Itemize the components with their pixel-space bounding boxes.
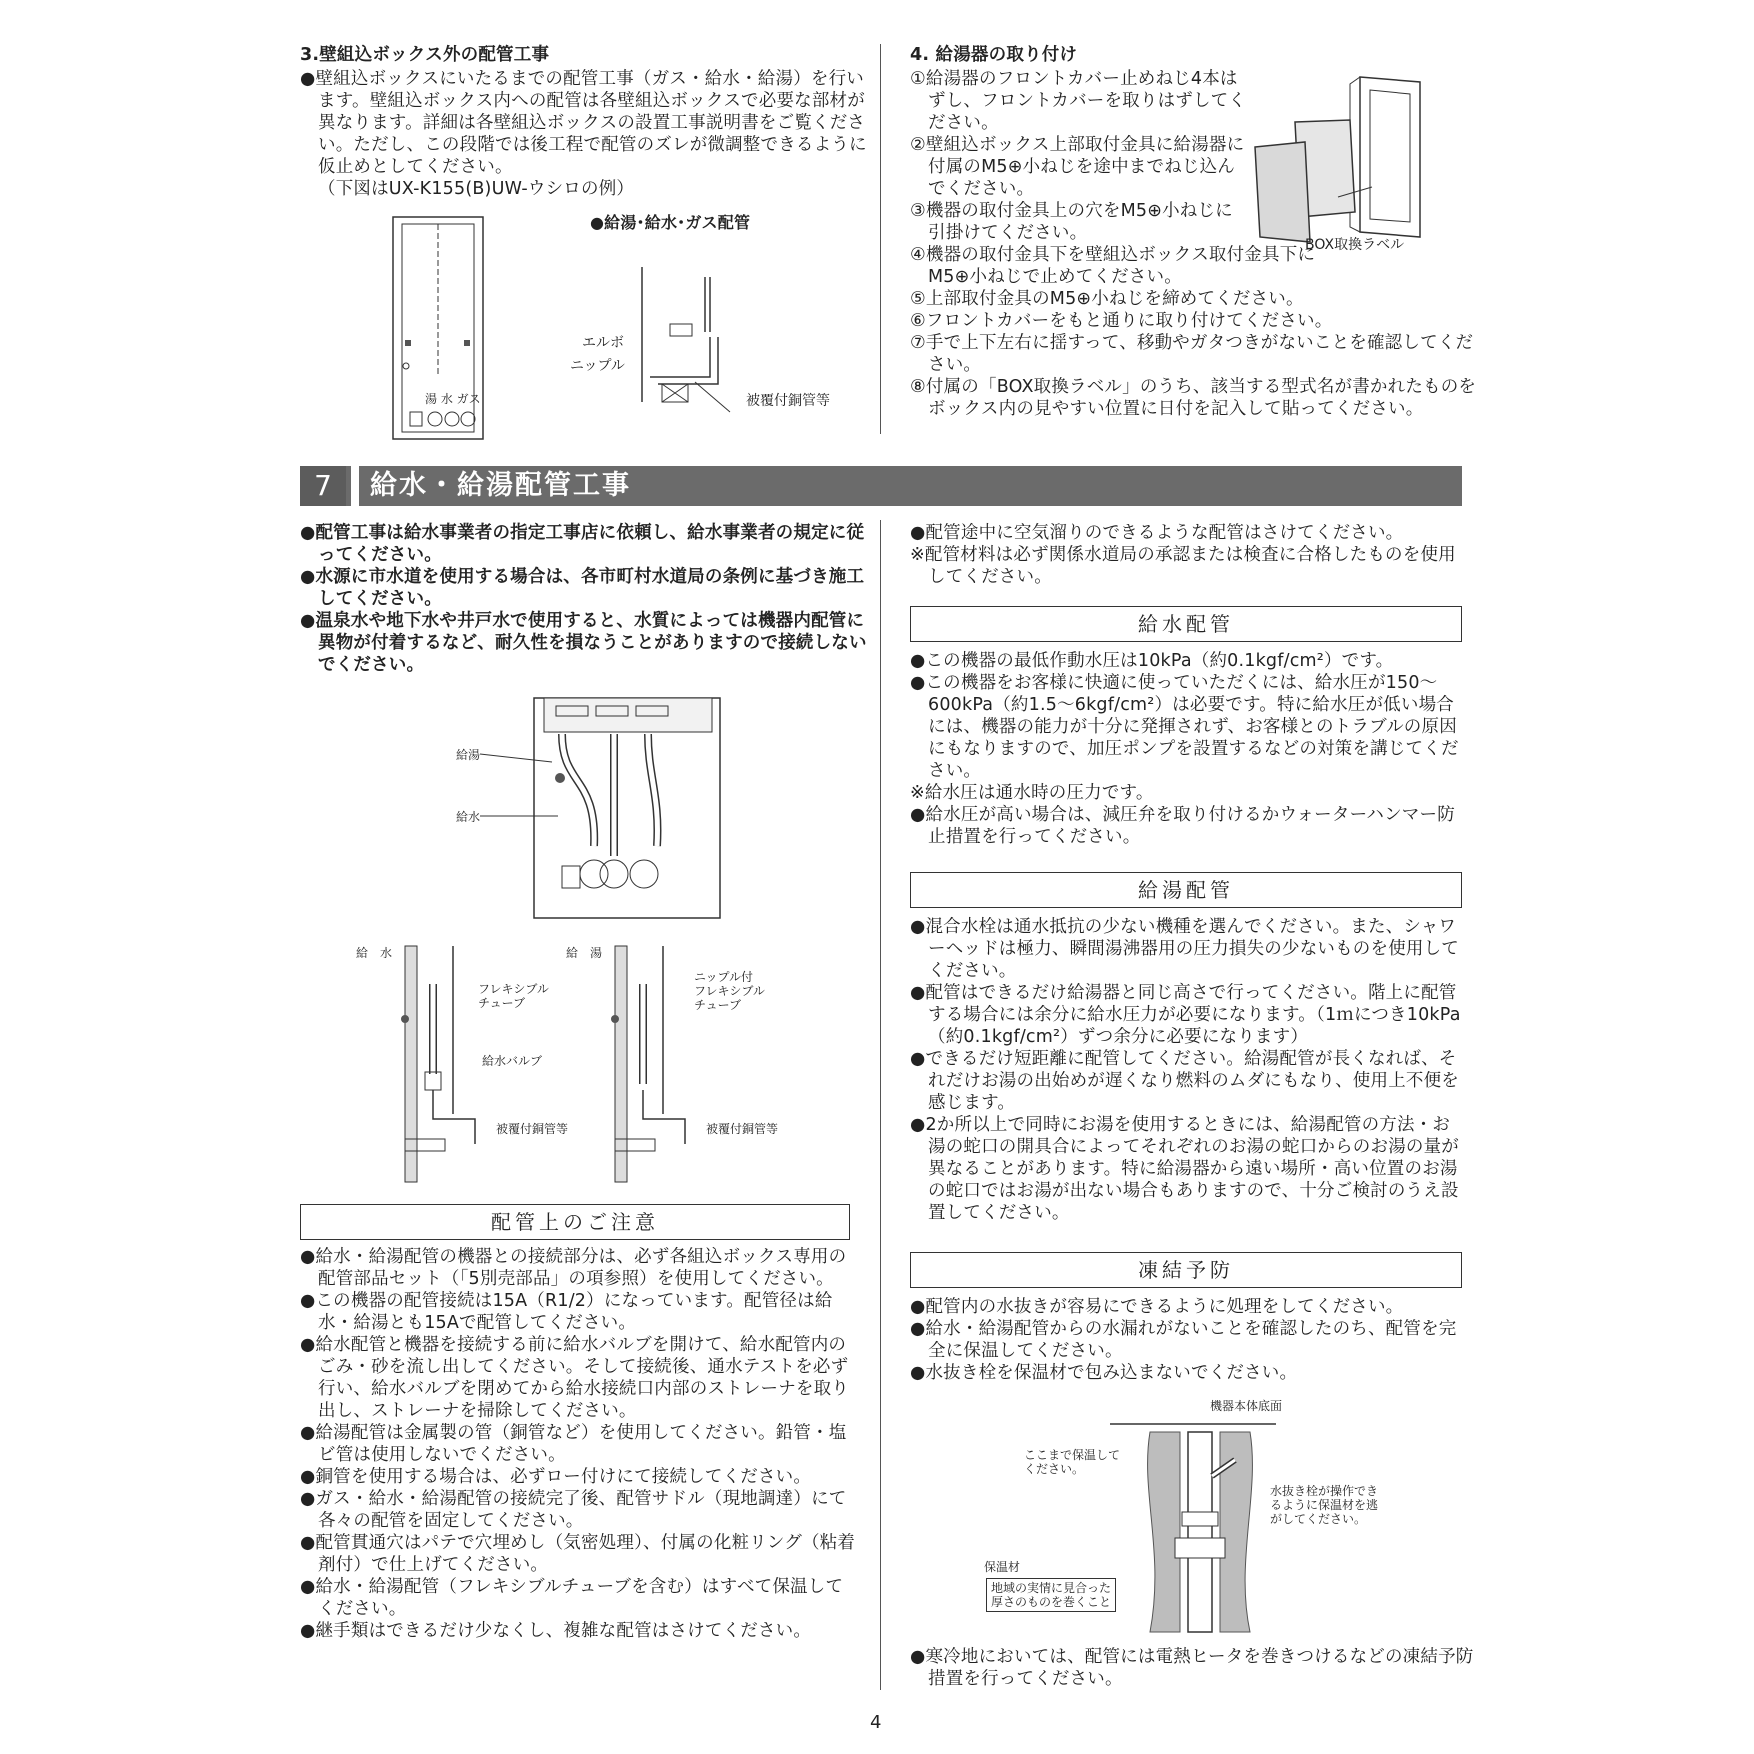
freeze-list <box>910 1296 1466 1384</box>
right-intro <box>910 522 1466 588</box>
hot-piping-title: 給湯配管 <box>910 872 1462 908</box>
section-title: 給水・給湯配管工事 <box>370 470 631 501</box>
column-divider-top <box>880 44 881 434</box>
coated-pipe-label: 被覆付銅管等 <box>746 393 830 409</box>
freeze-prevention-figure <box>1110 1412 1290 1642</box>
caution-item-4: ●給湯配管は金属製の管（銅管など）を使用してください。鉛管・塩ビ管は使用しないでください。 <box>300 1423 847 1465</box>
section-banner <box>300 466 1462 506</box>
section-number: 7 <box>300 466 346 506</box>
caution-item-5: ●銅管を使用する場合は、必ずロー付けにて接続してください。 <box>300 1467 812 1487</box>
freeze-item-2: ●給水・給湯配管からの水漏れがないことを確認したのち、配管を完全に保温してください。 <box>910 1319 1457 1361</box>
wallbox-figure <box>390 214 490 444</box>
coated-pipe-label-3: 被覆付銅管等 <box>706 1122 779 1136</box>
keep-warm-label: ここまで保温して ください。 <box>1024 1448 1121 1476</box>
caution-item-9: ●継手類はできるだけ少なくし、複雑な配管はさけてください。 <box>300 1621 812 1641</box>
box-label-caption: BOX取換ラベル <box>1305 237 1405 253</box>
step-5: ⑤上部取付金具のM5⊕小ねじを締めてください。 <box>910 289 1304 309</box>
step-7: ⑦手で上下左右に揺すって、移動やガタつきがないことを確認してください。 <box>910 333 1474 375</box>
figure-title: ●給湯･給水･ガス配管 <box>590 213 751 232</box>
coated-pipe-label-2: 被覆付銅管等 <box>496 1122 569 1136</box>
elbow-label: エルボ <box>582 335 624 351</box>
caution-item-8: ●給水・給湯配管（フレキシブルチューブを含む）はすべて保温してください。 <box>300 1577 844 1619</box>
section-heading-3: 3.壁組込ボックス外の配管工事 <box>300 45 550 65</box>
label-hot: 給湯 <box>456 748 481 762</box>
caution-list <box>300 1246 860 1642</box>
label-water-supply: 給 水 <box>356 946 393 960</box>
water-valve-label: 給水バルブ <box>482 1054 543 1068</box>
bold-note-1: ●配管工事は給水事業者の指定工事店に依頼し、給水事業者の規定に従ってください。 <box>300 523 865 565</box>
water-item-2: ●この機器をお客様に快適に使っていただくには、給水圧が150～600kPa（約1.5～6kgf/cm²）は必要です。特に給水圧が低い場合には、機器の能力が十分に発揮されず、お客様とのトラブルの原因にもなりますので、加圧ポンプを設置するなどの対策を講じてください。 <box>910 673 1459 781</box>
caution-item-1: ●給水・給湯配管の機器との接続部分は、必ず各組込ボックス専用の配管部品セット（「5別売部品」の項参照）を使用してください。 <box>300 1247 847 1289</box>
elbow-figure <box>640 262 760 412</box>
freeze-title: 凍結予防 <box>910 1252 1462 1288</box>
drain-note-label: 水抜き栓が操作でき るように保温材を逃 がしてください。 <box>1270 1484 1379 1526</box>
step-1: ①給湯器のフロントカバー止めねじ4本はずし、フロントカバーを取りはずしてください。 <box>910 69 1247 133</box>
flex-tube-label: フレキシブル チューブ <box>478 982 549 1010</box>
water-piping-list <box>910 650 1466 848</box>
hot-item-4: ●2か所以上で同時にお湯を使用するときには、給湯配管の方法・お湯の蛇口の開具合によってそれぞれのお湯の蛇口からのお湯の量が異なることがあります。特に給湯器から遠い場所・高い位置のお湯の蛇口ではお湯が出ない場合もありますので、十分ご検討のうえ設置してください。 <box>910 1115 1459 1223</box>
bold-note-2: ●水源に市水道を使用する場合は、各市町村水道局の条例に基づき施工してください。 <box>300 567 865 609</box>
caution-title: 配管上のご注意 <box>300 1204 850 1240</box>
intro-item-2: ※配管材料は必ず関係水道局の承認または検査に合格したものを使用してください。 <box>910 545 1456 587</box>
caution-item-7: ●配管貫通穴はパテで穴埋めし（気密処理）、付属の化粧リング（粘着剤付）で仕上げてください。 <box>300 1533 856 1575</box>
label-leader-lines <box>480 754 560 824</box>
caution-item-3: ●給水配管と機器を接続する前に給水バルブを開けて、給水配管内のごみ・砂を流し出してください。そして接続後、通水テストを必ず行い、給水バルブを閉めてから給水接続口内部のストレーナを取り出し、ストレーナを掃除してください。 <box>300 1335 849 1421</box>
hot-item-3: ●できるだけ短距離に配管してください。給湯配管が長くなれば、それだけお湯の出始めが遅くなり燃料のムダにもなり、使用上不便を感じます。 <box>910 1049 1459 1113</box>
column-divider-bottom <box>880 520 881 1690</box>
hot-supply-figure <box>615 944 705 1184</box>
section-heading-4: 4. 給湯器の取り付け <box>910 45 1078 65</box>
hot-item-1: ●混合水栓は通水抵抗の少ない機種を選んでください。また、シャワーヘッドは極力、瞬間湯沸器用の圧力損失の少ないものを使用してください。 <box>910 917 1459 981</box>
wallbox-label: 湯 水 ガス <box>425 392 481 406</box>
caution-item-6: ●ガス・給水・給湯配管の接続完了後、配管サドル（現地調達）にて各々の配管を固定してください。 <box>300 1489 847 1531</box>
water-item-3: ※給水圧は通水時の圧力です。 <box>910 783 1154 803</box>
hot-piping-list <box>910 916 1466 1224</box>
insulation-note: 地域の実情に見合った 厚さのものを巻くこと <box>986 1578 1116 1612</box>
paragraph-outer-piping: ●壁組込ボックスにいたるまでの配管工事（ガス・給水・給湯）を行います。壁組込ボックス内への配管は各壁組込ボックスで必要な部材が異なります。詳細は各壁組込ボックスの設置工事説明書をご覧ください。ただし、この段階では後工程で配管のズレが微調整できるように仮止めとしてください。 <box>300 69 867 177</box>
step-6: ⑥フロントカバーをもと通りに取り付けてください。 <box>910 311 1333 331</box>
banner-separator <box>351 466 359 506</box>
freeze-item-1: ●配管内の水抜きが容易にできるように処理をしてください。 <box>910 1297 1404 1317</box>
hot-item-2: ●配管はできるだけ給湯器と同じ高さで行ってください。階上に配管する場合には余分に給水圧力が必要になります。（1ｍにつき10kPa（約0.1kgf/cm²）ずつ余分に必要になります） <box>910 983 1461 1047</box>
water-item-4: ●給水圧が高い場合は、減圧弁を取り付けるかウォーターハンマー防止措置を行ってください。 <box>910 805 1455 847</box>
bold-note-3: ●温泉水や地下水や井戸水で使用すると、水質によっては機器内配管に異物が付着するなど、耐久性を損なうことがありますので接続しないでください。 <box>300 611 867 675</box>
example-note: （下図はUX-K155(B)UW-ウシロの例） <box>318 179 635 199</box>
cold-region-note: ●寒冷地においては、配管には電熱ヒータを巻きつけるなどの凍結予防措置を行ってください。 <box>910 1647 1474 1689</box>
nipple-flex-label: ニップル付 フレキシブル チューブ <box>694 970 765 1012</box>
step-3: ③機器の取付金具上の穴をM5⊕小ねじに引掛けてください。 <box>910 201 1233 243</box>
insulation-label: 保温材 <box>984 1560 1021 1574</box>
label-hot-supply: 給 湯 <box>566 946 603 960</box>
box-install-figure <box>1250 72 1430 242</box>
nipple-label: ニップル <box>570 358 625 374</box>
water-item-1: ●この機器の最低作動水圧は10kPa（約0.1kgf/cm²）です。 <box>910 651 1394 671</box>
label-water: 給水 <box>456 810 481 824</box>
heater-connection-figure <box>532 696 724 922</box>
step-8: ⑧付属の「BOX取換ラベル」のうち、該当する型式名が書かれたものをボックス内の見やすい位置に日付を記入して貼ってください。 <box>910 377 1477 419</box>
intro-item-1: ●配管途中に空気溜りのできるような配管はさけてください。 <box>910 523 1404 543</box>
water-piping-title: 給水配管 <box>910 606 1462 642</box>
caution-item-2: ●この機器の配管接続は15A（R1/2）になっています。配管径は給水・給湯とも15Aで配管してください。 <box>300 1291 833 1333</box>
unit-bottom-label: 機器本体底面 <box>1210 1399 1283 1413</box>
page-number: 4 <box>870 1712 882 1733</box>
freeze-item-3: ●水抜き栓を保温材で包み込まないでください。 <box>910 1363 1298 1383</box>
step-4: ④機器の取付金具下を壁組込ボックス取付金具下にM5⊕小ねじで止めてください。 <box>910 245 1316 287</box>
step-2: ②壁組込ボックス上部取付金具に給湯器に付属のM5⊕小ねじを途中までねじ込んでください。 <box>910 135 1245 199</box>
